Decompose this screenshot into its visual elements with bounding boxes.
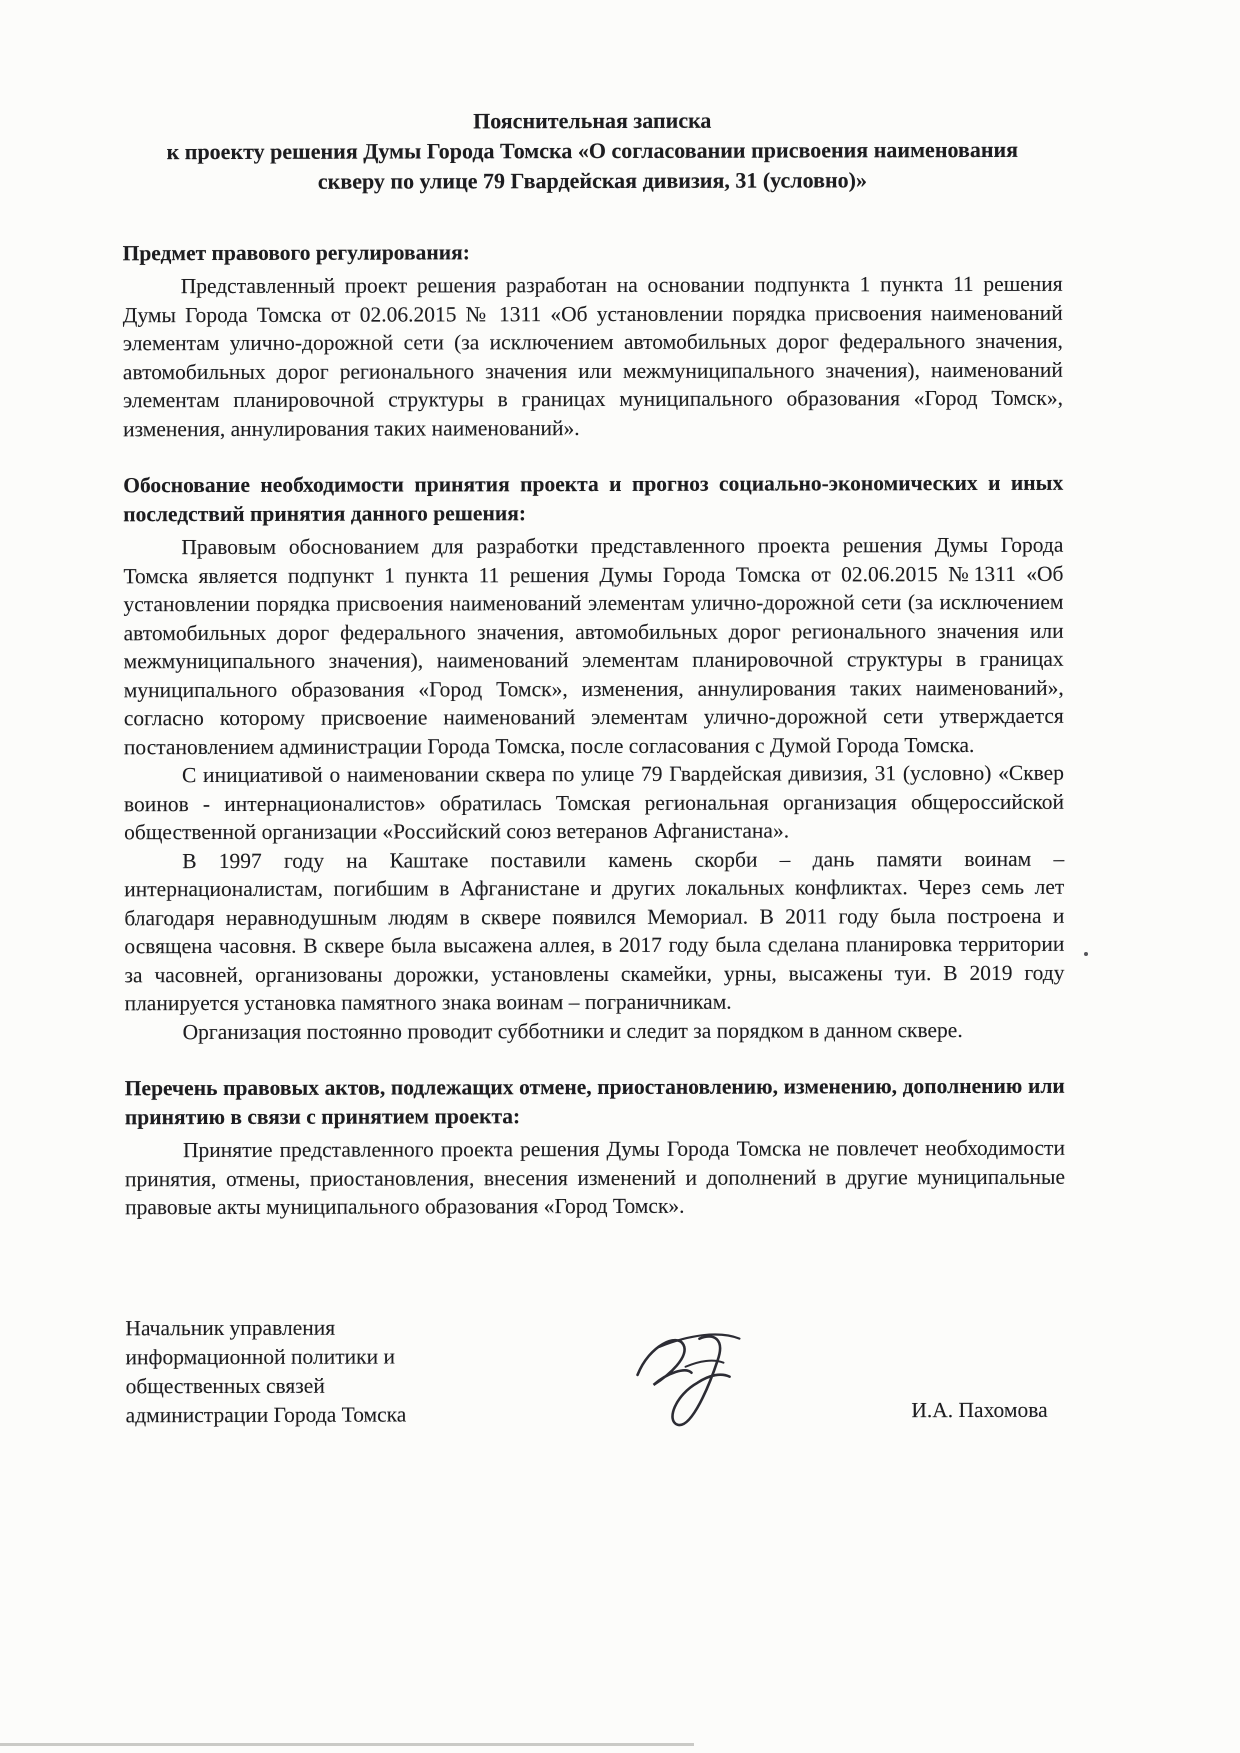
scan-speck (1084, 952, 1088, 956)
section-list-of-legal-acts (125, 1072, 1065, 1222)
paragraph: С инициативой о наименовании сквера по улице 79 Гвардейская дивизия, 31 (условно) «Сквер воинов - интернационалистов» обратилась Томская региональная организация общероссийской общественной организации «Российский союз ветеранов Афганистана». (124, 760, 1065, 845)
document-content (122, 105, 1066, 1474)
section-heading: Предмет правового регулирования: (122, 240, 470, 266)
scan-artifact-line (0, 1743, 694, 1746)
section-heading: Обоснование необходимости принятия проекта и прогноз социально-экономических и иных последствий принятия данного решения: (123, 470, 1064, 527)
signatory-position-line: информационной политики и (125, 1344, 395, 1369)
signatory-position-line: общественных связей (125, 1373, 325, 1398)
paragraph: В 1997 году на Каштаке поставили камень скорби – дань памяти воинам – интернационалистам, погибшим в Афганистане и других локальных конфликтах. Через семь лет благодаря неравнодушным людям в сквере появился Мемориал. В 2011 году была построена и освящена часовня. В сквере была высажена аллея, в 2017 году была сделана планировка территории за часовней, организованы дорожки, установлены скамейки, урны, высажены туи. В 2019 году планируется установка памятного знака воинам – пограничникам. (124, 846, 1065, 1016)
signatory-position-line: Начальник управления (125, 1315, 336, 1340)
title-line-3: скверу по улице 79 Гвардейская дивизия, 31 (условно)» (317, 167, 867, 194)
section-heading: Перечень правовых актов, подлежащих отмене, приостановлению, изменению, дополнению или принятию в связи с принятием проекта: (124, 1073, 1065, 1130)
section-justification (123, 469, 1065, 1046)
paragraph: Организация постоянно проводит субботники и следит за порядком в данном сквере. (182, 1017, 963, 1044)
paragraph: Представленный проект решения разработан на основании подпункта 1 пункта 11 решения Думы Города Томска от 02.06.2015 № 1311 «Об установлении порядка присвоения наименований элементам улично-дорожной сети (за исключением автомобильных дорог федерального значения, автомобильных дорог регионального значения или межмуниципального значения), наименований элементам планировочной структуры в границах муниципального образования «Город Томск», изменения, аннулирования таких наименований». (122, 271, 1064, 441)
paragraph: Принятие представленного проекта решения Думы Города Томска не повлечет необходимости принятия, отмены, приостановления, внесения изменений и дополнений в другие муниципальные правовые акты муниципального образования «Город Томск». (124, 1135, 1066, 1220)
signatory-name: И.А. Пахомова (911, 1397, 1048, 1422)
signatory-position (125, 1313, 485, 1430)
document-title (122, 105, 1062, 197)
title-line-2: к проекту решения Думы Города Томска «О согласовании присвоения наименования (166, 136, 1019, 165)
section-subject-of-regulation (123, 237, 1064, 443)
signoff-block (125, 1311, 1065, 1473)
paragraph: Правовым обоснованием для разработки представленного проекта решения Думы Города Томска является подпункт 1 пункта 11 решения Думы Города Томска от 02.06.2015 №1311 «Об установлении порядка присвоения наименований элементам улично-дорожной сети (за исключением автомобильных дорог федерального значения, автомобильных дорог регионального значения или межмуниципального значения), наименований элементам планировочной структуры в границах муниципального образования «Город Томск», изменения, аннулирования таких наименований», согласно которому присвоение наименований элементам улично-дорожной сети утверждается постановлением администрации Города Томска, после согласования с Думой Города Томска. (123, 532, 1064, 759)
signatory-position-line: администрации Города Томска (125, 1401, 407, 1427)
title-line-1: Пояснительная записка (473, 107, 712, 134)
handwritten-signature-icon (615, 1326, 765, 1446)
